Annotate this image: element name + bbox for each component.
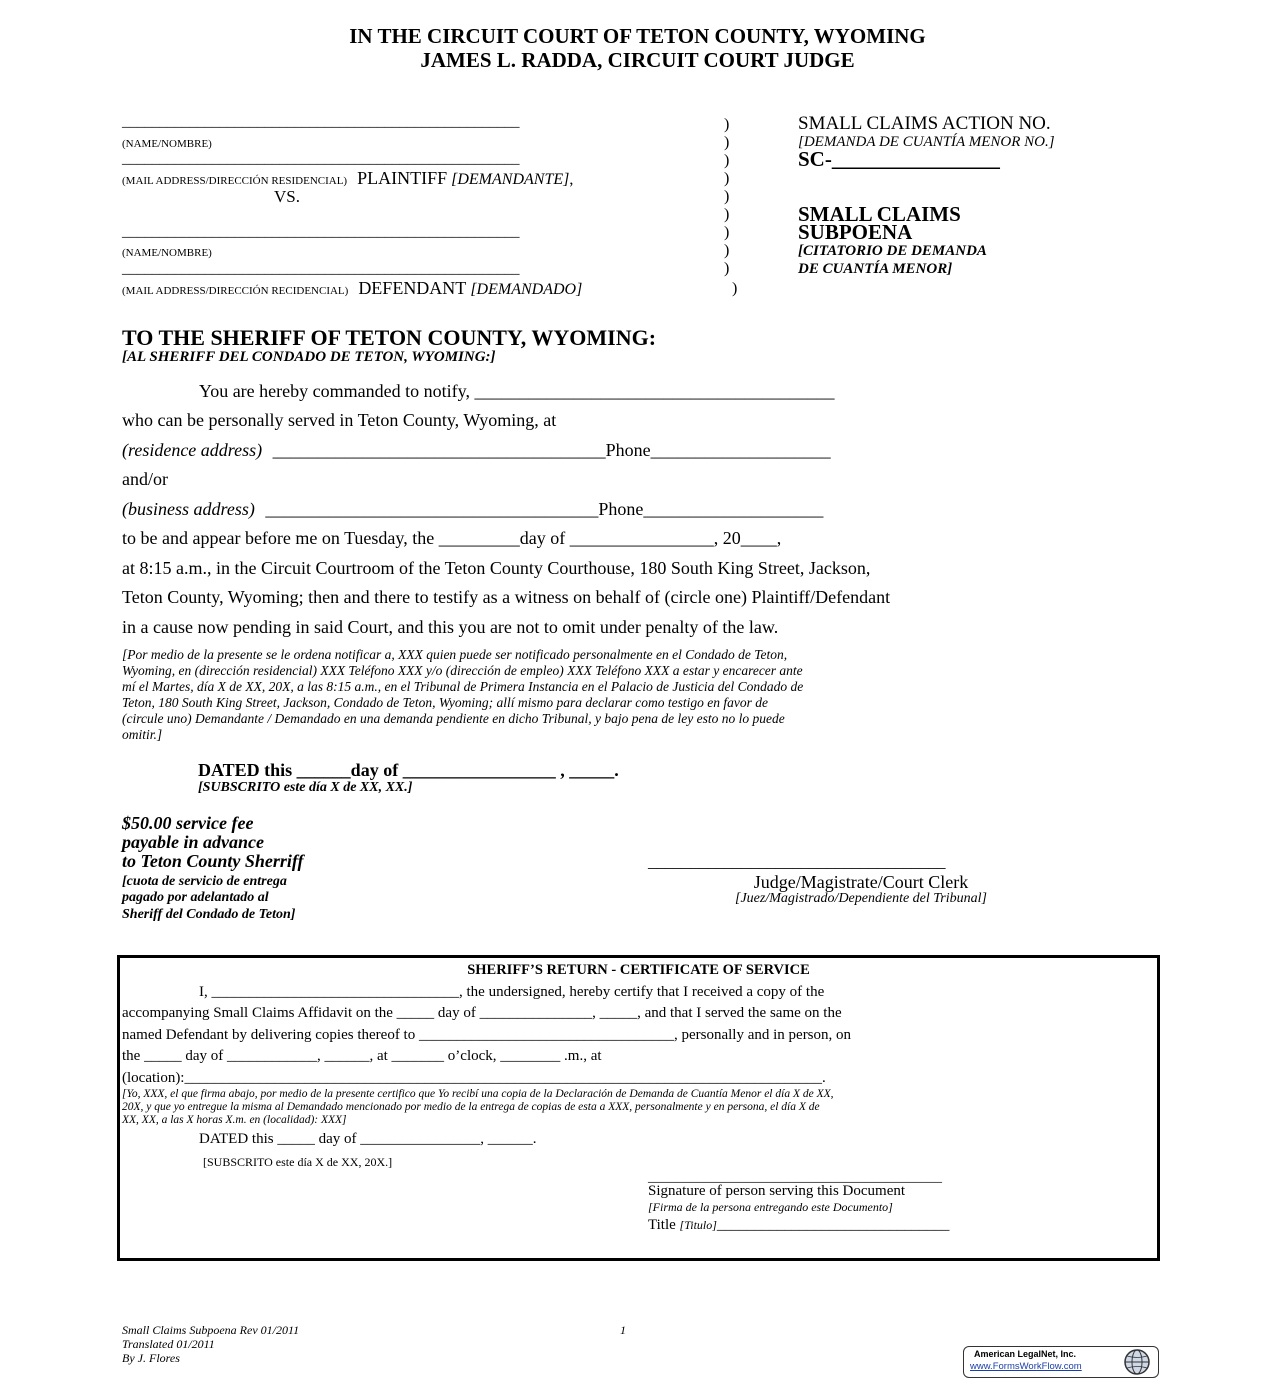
testify-line: Teton County, Wyoming; then and there to testify as a witness on behalf of (circle one) Plaintiff/Defendant (122, 587, 891, 607)
page-number: 1 (620, 1323, 626, 1337)
caption-paren: ) (724, 224, 730, 241)
notify-line: You are hereby commanded to notify, ________________________________________ (199, 381, 835, 401)
server-signature-label-es: [Firma de la persona entregando este Documento] (648, 1200, 893, 1214)
plaintiff-address-row (122, 168, 573, 189)
document-title-es-line2: DE CUANTÍA MENOR] (798, 261, 953, 277)
defendant-address-line: _____________________________________________________ (122, 261, 520, 277)
server-signature-label: Signature of person serving this Document (648, 1183, 906, 1199)
server-signature-line[interactable]: __________________________________________ (648, 1170, 942, 1185)
caption-paren: ) (724, 206, 730, 223)
defendant-address-row (122, 278, 582, 299)
dated-line-es: [SUBSCRITO este día X de XX, XX.] (198, 780, 413, 795)
business-address-field[interactable]: _____________________________________Phone____________________ (265, 499, 824, 519)
server-title-label: Title (648, 1217, 676, 1233)
spanish-paragraph-line: omitir.] (122, 727, 163, 742)
plaintiff-address-label: (MAIL ADDRESS/DIRECCIÓN RESIDENCIAL) (122, 175, 348, 187)
defendant-label-es: [DEMANDADO] (470, 281, 583, 298)
americanlegalnet-logo (963, 1346, 1159, 1378)
caption-paren: ) (724, 242, 730, 259)
document-title-line2: SUBPOENA (798, 220, 913, 244)
return-location-line: (location):_____________________________________________________________________________________. (122, 1070, 826, 1086)
sc-number-field[interactable]: SC-________________ (798, 147, 1000, 171)
judge-signature-title-es: [Juez/Magistrado/Dependiente del Tribunal] (735, 891, 987, 906)
plaintiff-label-es: [DEMANDANTE] (451, 171, 570, 188)
return-line-2: accompanying Small Claims Affidavit on the _____ day of _______________, _____, and that I served the same on the (122, 1005, 842, 1021)
fee-line: payable in advance (122, 832, 264, 852)
sheriff-address-heading-es: [AL SHERIFF DEL CONDADO DE TETON, WYOMING:] (122, 349, 496, 365)
appearance-date-line: to be and appear before me on Tuesday, the _________day of ________________, 20____, (122, 528, 782, 548)
plaintiff-label: PLAINTIFF (357, 168, 448, 188)
logo-company-name: American LegalNet, Inc. (974, 1349, 1077, 1359)
action-number-label-es: [DEMANDA DE CUANTÍA MENOR NO.] (798, 134, 1055, 150)
spanish-paragraph-line: mí el Martes, día X de XX, 20X, a las 8:15 a.m., en el Tribunal de Primera Instancia en el Palacio de Justicia del Condado de (122, 679, 804, 694)
spanish-paragraph-line: [Por medio de la presente se le ordena notificar a, XXX quien puede ser notificado personalmente en el Condado de Teton, (122, 647, 788, 662)
caption-paren: ) (724, 170, 730, 187)
plaintiff-name-label: (NAME/NOMBRE) (122, 138, 212, 150)
penalty-line: in a cause now pending in said Court, and this you are not to omit under penalty of the law. (122, 617, 779, 637)
plaintiff-name-line: _____________________________________________________ (122, 114, 520, 130)
document-title-line1: SMALL CLAIMS (798, 202, 961, 226)
residence-address-row (122, 440, 831, 461)
fee-line: to Teton County Sherriff (122, 851, 304, 871)
logo-url-link[interactable]: www.FormsWorkFlow.com (970, 1361, 1082, 1372)
return-dated-line: DATED this _____ day of ________________, ______. (199, 1131, 537, 1147)
spanish-paragraph-line: Wyoming, en (dirección residencial) XXX Teléfono XXX y/o (dirección de empleo) XXX Teléfono XXX a estar y encarecer ante (122, 663, 803, 678)
spanish-paragraph-line: Teton, 180 South King Street, Jackson, Condado de Teton, Wyoming; allí mismo para declarar como testigo en favor de (122, 695, 768, 710)
courtroom-line: at 8:15 a.m., in the Circuit Courtroom of the Teton County Courthouse, 180 South King Street, Jackson, (122, 558, 871, 578)
residence-address-label: (residence address) (122, 440, 263, 460)
return-line-1: I, _________________________________, the undersigned, hereby certify that I received a copy of the (199, 984, 825, 1000)
residence-address-field[interactable]: _____________________________________Phone____________________ (272, 440, 831, 460)
return-dated-line-es: [SUBSCRITO este día X de XX, 20X.] (203, 1155, 393, 1169)
caption-paren: ) (724, 152, 730, 169)
fee-line: $50.00 service fee (122, 813, 254, 833)
plaintiff-address-line: _____________________________________________________ (122, 151, 520, 167)
return-spanish-line: [Yo, XXX, el que firma abajo, por medio de la presente certifico que Yo recibí una copia de la Declaración de Demanda de Cuantía Menor el día X de XX, (122, 1088, 834, 1100)
fee-line-es: Sheriff del Condado de Teton] (122, 907, 296, 922)
judge-signature-title: Judge/Magistrate/Court Clerk (753, 872, 969, 892)
return-spanish-line: XX, XX, a las X horas X.m. en (localidad): XXX] (122, 1114, 347, 1126)
business-address-label: (business address) (122, 499, 255, 519)
spanish-paragraph-line: (circule uno) Demandante / Demandado en una demanda pendiente en dicho Tribunal, y bajo pena de ley esto no lo puede (122, 711, 785, 726)
and-or-text: and/or (122, 469, 168, 489)
document-title-es-line1: [CITATORIO DE DEMANDA (798, 243, 987, 259)
caption-paren: ) (724, 188, 730, 205)
defendant-address-label: (MAIL ADDRESS/DIRECCIÓN RECIDENCIAL) (122, 285, 349, 297)
caption-paren: ) (724, 116, 730, 133)
dated-line: DATED this ______day of _________________ , _____. (198, 760, 619, 780)
footer-translated: Translated 01/2011 (122, 1337, 215, 1351)
footer-translator: By J. Flores (122, 1351, 180, 1365)
plaintiff-comma: , (569, 171, 574, 188)
footer-revision: Small Claims Subpoena Rev 01/2011 (122, 1323, 300, 1337)
sheriff-address-heading: TO THE SHERIFF OF TETON COUNTY, WYOMING: (122, 325, 657, 350)
fee-line-es: pagado por adelantado al (122, 890, 269, 905)
return-line-3: named Defendant by delivering copies thereof to __________________________________, personally and in person, on (122, 1027, 852, 1043)
action-number-label: SMALL CLAIMS ACTION NO. (798, 113, 1051, 134)
caption-paren: ) (724, 134, 730, 151)
defendant-label: DEFENDANT (358, 278, 467, 298)
caption-paren: ) (724, 260, 730, 277)
globe-icon (1122, 1348, 1152, 1376)
judge-signature-line[interactable]: ___________________________________ (648, 852, 946, 871)
judge-title: JAMES L. RADDA, CIRCUIT COURT JUDGE (420, 48, 855, 72)
versus: VS. (274, 187, 300, 206)
business-address-row (122, 499, 823, 520)
sheriffs-return-title: SHERIFF’S RETURN - CERTIFICATE OF SERVICE (467, 962, 810, 978)
defendant-name-line: _____________________________________________________ (122, 224, 520, 240)
return-line-4: the _____ day of ____________, ______, at _______ o’clock, ________ .m., at (122, 1048, 602, 1064)
defendant-name-label: (NAME/NOMBRE) (122, 247, 212, 259)
server-title-label-es: [Titulo] (679, 1218, 717, 1232)
return-spanish-line: 20X, y que yo entregue la misma al Demandado mencionado por medio de la entrega de copias de esta a XXX, personalmente y en persona, el día X de (122, 1101, 820, 1113)
caption-paren: ) (732, 280, 738, 297)
server-title-field[interactable]: _______________________________ (716, 1217, 950, 1233)
server-title-row (648, 1217, 949, 1234)
court-title: IN THE CIRCUIT COURT OF TETON COUNTY, WYOMING (349, 24, 926, 48)
served-in-line: who can be personally served in Teton County, Wyoming, at (122, 410, 557, 430)
fee-line-es: [cuota de servicio de entrega (122, 874, 287, 889)
